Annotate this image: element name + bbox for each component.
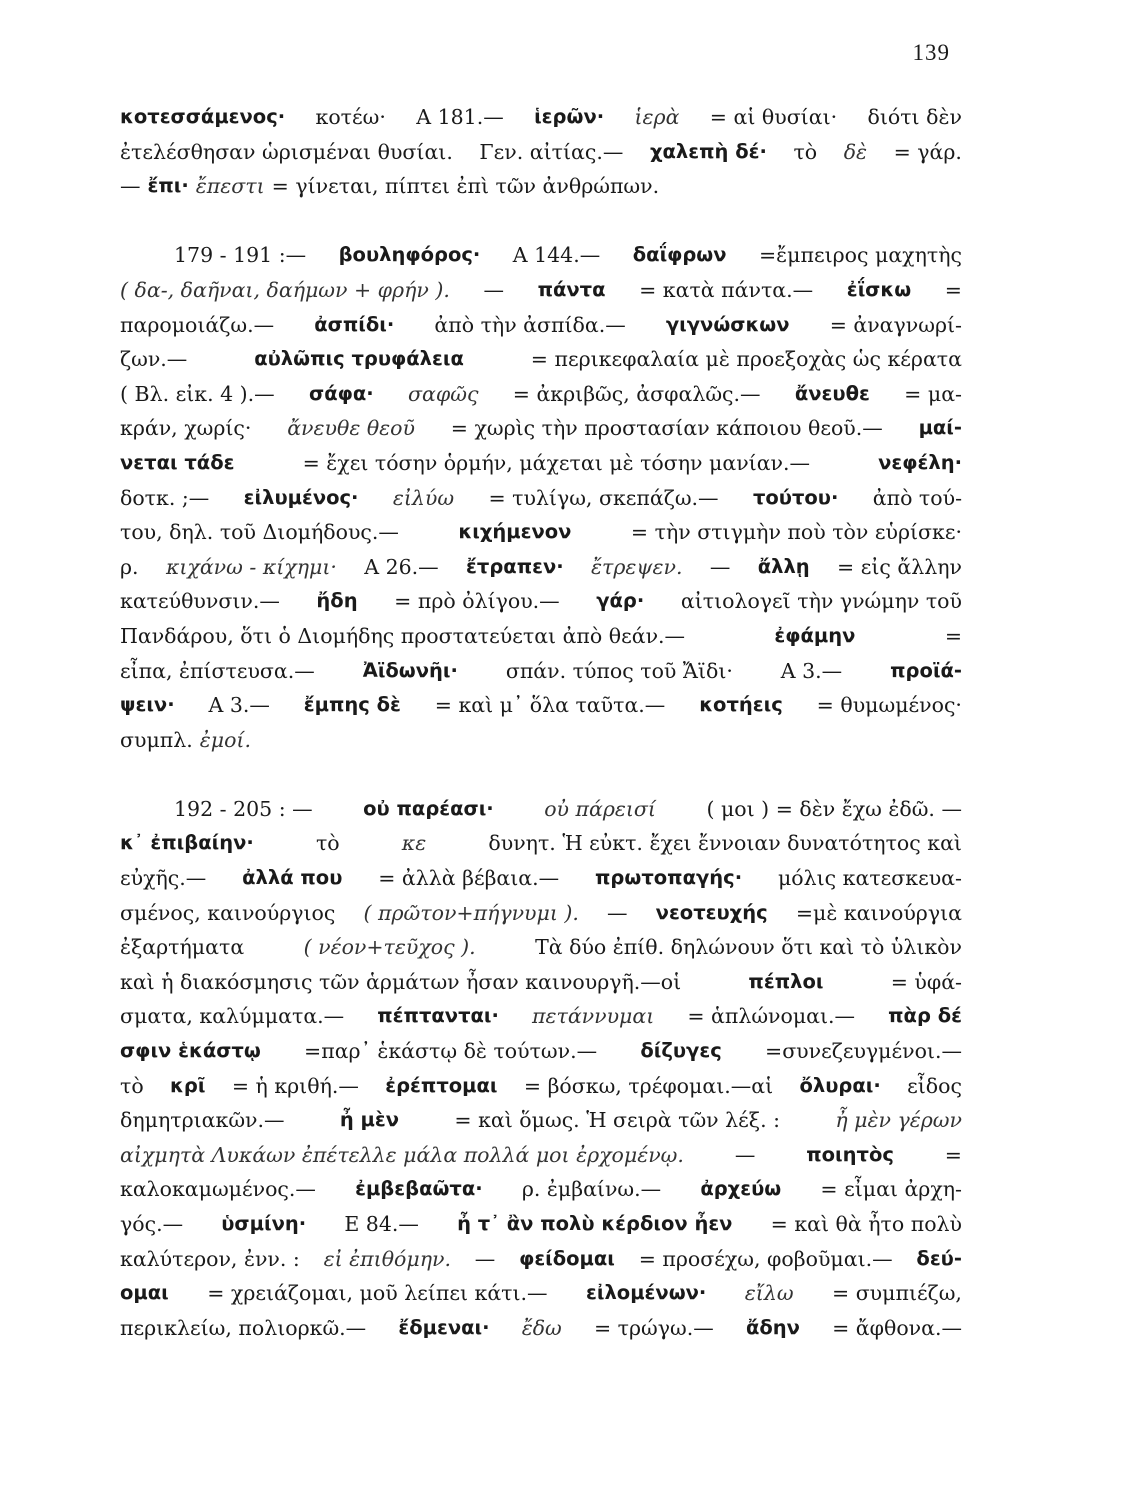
lemma: φείδομαι	[519, 1246, 615, 1270]
lemma: ἱερῶν·	[534, 105, 605, 128]
gloss: = ἔχει τόσην ὁρμήν, μάχεται μὲ τόσην μανίαν.—	[302, 450, 811, 475]
gloss: παρομοιάζω.—	[120, 312, 275, 337]
gloss: = μα-	[904, 381, 962, 406]
text-line	[120, 930, 962, 965]
paragraph-gap	[120, 757, 962, 792]
text-line	[120, 273, 962, 308]
gloss: = βόσκω, τρέφομαι.—αἱ	[523, 1073, 774, 1098]
page-number: 139	[912, 40, 950, 65]
gloss: ἀπὸ τού-	[872, 485, 962, 510]
text-line	[120, 896, 962, 931]
lemma: πέπλοι	[748, 969, 824, 993]
gloss: = εἰς ἄλλην	[837, 554, 962, 579]
gloss: = ἄφθονα.—	[832, 1315, 962, 1340]
text-line	[120, 550, 962, 585]
gloss: =	[944, 1142, 962, 1167]
gloss: Α 181.—	[416, 105, 504, 129]
gloss: κοτέω·	[315, 105, 386, 129]
citation: ἱερὰ	[634, 105, 680, 129]
gloss: Τὰ δύο ἐπίθ. δηλώνουν ὅτι καὶ τὸ ὑλικὸν	[535, 935, 962, 960]
gloss: ἀπὸ τὴν ἀσπίδα.—	[434, 312, 626, 337]
gloss: = θυμωμένος·	[816, 693, 962, 718]
text-line	[120, 861, 962, 896]
lemma: κιχήμενον	[458, 520, 572, 544]
text-line	[120, 1034, 962, 1069]
text-line	[120, 308, 962, 343]
citation: κε	[401, 831, 427, 856]
gloss: εἶπα, ἐπίστευσα.—	[120, 658, 315, 683]
gloss: =συνεζευγμένοι.—	[765, 1039, 962, 1064]
text-line	[120, 342, 962, 377]
gloss: ἐξαρτήματα	[120, 935, 245, 960]
gloss: = γίνεται, πίπτει ἐπὶ τῶν ἀνθρώπων.	[271, 174, 660, 199]
gloss: 192 - 205 : —	[174, 796, 313, 821]
lemma: αὐλῶπις τρυφάλεια	[254, 347, 464, 371]
gloss: 179 - 191 :—	[174, 243, 307, 268]
paragraph-gap	[120, 204, 962, 239]
lemma: ὑσμίνη·	[221, 1212, 307, 1235]
gloss: εἶδος	[907, 1073, 962, 1098]
gloss: —	[474, 1246, 496, 1271]
citation: αἰχμητὰ Λυκάων ἐπέτελλε μάλα πολλά μοι ἐρχομένῳ.	[120, 1142, 684, 1167]
gloss: ( μοι ) = δὲν ἔχω ἐδῶ. —	[706, 796, 962, 821]
gloss: περικλείω, πολιορκῶ.—	[120, 1315, 367, 1340]
gloss: δημητριακῶν.—	[120, 1108, 285, 1133]
citation: ἔδω	[521, 1315, 562, 1340]
lemma: νεφέλη·	[878, 450, 962, 474]
gloss: —	[607, 900, 628, 925]
gloss: = εἶμαι ἀρχη-	[820, 1177, 962, 1202]
lemma: κοτήεις	[699, 693, 783, 717]
gloss: διότι δὲν	[867, 105, 962, 129]
gloss: ἐτελέσθησαν ὡρισμέναι θυσίαι.	[120, 139, 453, 164]
citation: ἄνευθε θεοῦ	[287, 416, 415, 441]
gloss: σμένος, καινούργιος	[120, 900, 336, 925]
gloss: =μὲ καινούργια	[795, 900, 962, 925]
lemma: κοτεσσάμενος·	[120, 105, 286, 128]
text-line	[120, 100, 962, 135]
text-line	[120, 826, 962, 861]
gloss: καλύτερον, ἐνν. :	[120, 1246, 300, 1271]
text-line	[120, 481, 962, 516]
lemma: εἰλομένων·	[586, 1281, 707, 1305]
gloss: = κατὰ πάντα.—	[639, 277, 814, 302]
gloss: = τὴν στιγμὴν ποὺ τὸν εὑρίσκε·	[630, 520, 962, 545]
gloss: σματα, καλύμματα.—	[120, 1004, 345, 1029]
citation: ἔπεστι	[195, 174, 265, 199]
gloss: =	[944, 623, 962, 648]
lemma: πέπτανται·	[377, 1004, 499, 1028]
citation: εἴλω	[744, 1281, 794, 1306]
gloss: = συμπιέζω,	[832, 1281, 962, 1306]
lemma: ἄλλῃ	[757, 554, 810, 578]
gloss: = τυλίγω, σκεπάζω.—	[488, 485, 719, 510]
gloss: Γεν. αἰτίας.—	[479, 139, 624, 164]
gloss: —	[709, 554, 731, 579]
gloss: τὸ	[315, 831, 340, 856]
citation: ( πρῶτον+πήγνυμι ).	[363, 900, 579, 925]
gloss: γός.—	[120, 1212, 184, 1236]
citation: ( δα-, δαῆναι, δαήμων + φρήν ).	[120, 277, 450, 302]
lemma: ἔτραπεν·	[466, 554, 564, 578]
gloss: αἰτιολογεῖ τὴν γνώμην τοῦ	[680, 589, 962, 614]
gloss: καὶ ἡ διακόσμησις τῶν ἁρμάτων ἦσαν καινουργῆ.—οἱ	[120, 969, 682, 994]
gloss: του, δηλ. τοῦ Διομήδους.—	[120, 520, 399, 545]
gloss: δοτκ. ;—	[120, 485, 210, 510]
citation: σαφῶς	[408, 381, 479, 406]
lemma: χαλεπὴ δέ·	[649, 139, 767, 163]
citation: ἔτρεψεν.	[591, 554, 683, 579]
text-line	[120, 654, 962, 689]
citation: ἐμοί.	[199, 727, 251, 752]
lemma: Ἀϊδωνῆι·	[362, 658, 458, 682]
gloss: = πρὸ ὀλίγου.—	[394, 589, 560, 614]
gloss: = καὶ ὅμως. Ἡ σειρὰ τῶν λέξ. :	[454, 1108, 781, 1133]
gloss: —	[483, 277, 504, 302]
text-line	[120, 1207, 962, 1242]
citation: ( νέον+τεῦχος ).	[303, 935, 476, 960]
gloss: = καὶ μ᾿ ὅλα ταῦτα.—	[434, 693, 666, 718]
gloss: ζων.—	[120, 347, 188, 372]
citation: εἰ ἐπιθόμην.	[323, 1246, 451, 1271]
lemma: πρωτοπαγής·	[595, 866, 743, 890]
lemma: κρῖ	[170, 1073, 206, 1097]
gloss: = χρειάζομαι, μοῦ λείπει κάτι.—	[207, 1281, 548, 1306]
gloss: μόλις κατεσκευα-	[777, 866, 962, 891]
lemma: ομαι	[120, 1281, 169, 1305]
gloss: = ἡ κριθή.—	[231, 1073, 359, 1098]
text-line	[120, 377, 962, 412]
gloss: δυνητ. Ἡ εὐκτ. ἔχει ἔννοιαν δυνατότητος καὶ	[488, 831, 962, 856]
gloss: ρ. ἐμβαίνω.—	[521, 1177, 662, 1202]
text-line	[120, 238, 962, 273]
lemma: ἀλλά που	[242, 866, 343, 890]
gloss: —	[120, 174, 141, 199]
lemma: τούτου·	[752, 485, 839, 509]
commentary-text	[120, 100, 962, 1345]
lemma: γάρ·	[596, 589, 645, 613]
lemma: προϊά-	[890, 658, 962, 682]
gloss: = αἱ θυσίαι·	[709, 105, 838, 129]
gloss: Πανδάρου, ὅτι ὁ Διομήδης προστατεύεται ἀπὸ θεάν.—	[120, 623, 686, 648]
gloss: = ἀλλὰ βέβαια.—	[378, 866, 560, 891]
gloss: = ὑφά-	[890, 969, 962, 994]
text-line	[120, 792, 962, 827]
gloss: —	[734, 1142, 756, 1167]
lemma: ὄλυραι·	[799, 1073, 881, 1097]
gloss: καλοκαμωμένος.—	[120, 1177, 316, 1202]
text-line	[120, 1172, 962, 1207]
text-line	[120, 1311, 962, 1346]
text-line	[120, 619, 962, 654]
lemma: ἐΐσκω	[846, 277, 912, 301]
gloss: Α 3.—	[208, 693, 270, 718]
gloss: κατεύθυνσιν.—	[120, 589, 280, 614]
text-line	[120, 411, 962, 446]
text-line	[120, 1276, 962, 1311]
gloss: ( Βλ. εἰκ. 4 ).—	[120, 381, 275, 406]
lemma: ἐφάμην	[774, 623, 856, 647]
text-line	[120, 515, 962, 550]
gloss: = καὶ θὰ ἦτο πολὺ	[770, 1212, 962, 1236]
gloss: = γάρ.	[893, 139, 962, 164]
citation: εἰλύω	[392, 485, 455, 510]
text-line	[120, 688, 962, 723]
gloss: = τρώγω.—	[593, 1315, 714, 1340]
lemma: ἀσπίδι·	[314, 312, 395, 336]
gloss: Α 26.—	[364, 554, 439, 579]
gloss: ρ.	[120, 554, 139, 579]
lemma: δίζυγες	[640, 1039, 722, 1063]
gloss: σπάν. τύπος τοῦ Ἄϊδι·	[505, 658, 733, 683]
lemma: ἀρχεύω	[700, 1177, 782, 1201]
gloss: = ἀκριβῶς, ἀσφαλῶς.—	[512, 381, 761, 406]
gloss: =ἔμπειρος μαχητὴς	[758, 243, 962, 268]
gloss: κράν, χωρίς·	[120, 416, 252, 441]
lemma: δεύ-	[916, 1246, 962, 1270]
text-line	[120, 965, 962, 1000]
gloss: εὐχῆς.—	[120, 866, 207, 891]
lemma: κ᾿ ἐπιβαίην·	[120, 831, 254, 855]
gloss: συμπλ.	[120, 727, 193, 752]
text-line	[120, 135, 962, 170]
lemma: μαί-	[918, 416, 962, 440]
gloss: = προσέχω, φοβοῦμαι.—	[638, 1246, 893, 1271]
citation: κιχάνω - κίχημι·	[165, 554, 337, 579]
lemma: ποιητὸς	[806, 1142, 894, 1166]
lemma: ψειν·	[120, 693, 175, 717]
gloss: Α 144.—	[512, 243, 601, 268]
lemma: βουληφόρος·	[338, 243, 481, 267]
gloss: =	[944, 277, 962, 302]
lemma: ἔμπης δὲ	[303, 693, 401, 717]
citation: πετάννυμαι	[532, 1004, 655, 1029]
text-line	[120, 723, 962, 758]
lemma: πὰρ δέ	[888, 1004, 962, 1028]
gloss: τὸ	[793, 139, 818, 164]
text-line	[120, 169, 962, 204]
gloss: = περικεφαλαία μὲ προεξοχὰς ὡς κέρατα	[530, 347, 962, 372]
lemma: ἦ μὲν	[339, 1108, 400, 1132]
lemma: γιγνώσκων	[665, 312, 790, 336]
lemma: οὐ παρέασι·	[363, 796, 494, 820]
lemma: δαΐφρων	[632, 243, 727, 267]
text-line	[120, 584, 962, 619]
text-line	[120, 446, 962, 481]
citation: δὲ	[843, 139, 868, 164]
lemma: εἰλυμένος·	[243, 485, 359, 509]
lemma: ἔπι·	[147, 174, 189, 198]
lemma: ἦ τ᾿ ἂν πολὺ κέρδιον ἦεν	[457, 1212, 733, 1235]
gloss: = χωρὶς τὴν προστασίαν κάποιου θεοῦ.—	[450, 416, 883, 441]
lemma: ἐρέπτομαι	[385, 1073, 498, 1097]
gloss: τὸ	[120, 1073, 144, 1098]
lemma: ἄδην	[745, 1315, 800, 1339]
lemma: πάντα	[537, 277, 606, 301]
gloss: Α 3.—	[780, 658, 843, 683]
gloss: = ἁπλώνομαι.—	[687, 1004, 856, 1029]
text-line	[120, 1138, 962, 1173]
text-line	[120, 999, 962, 1034]
gloss: = ἀναγνωρί-	[829, 312, 962, 337]
lemma: ἄνευθε	[794, 381, 870, 405]
citation: οὐ πάρεισί	[544, 796, 656, 821]
lemma: νεοτευχής	[655, 900, 768, 924]
lemma: ἤδη	[316, 589, 358, 613]
citation: ἦ μὲν γέρων	[835, 1108, 962, 1133]
lemma: σάφα·	[309, 381, 374, 405]
lemma: ἔδμεναι·	[398, 1315, 490, 1339]
lemma: σφιν ἑκάστῳ	[120, 1039, 261, 1063]
lemma: νεται τάδε	[120, 450, 235, 474]
text-line	[120, 1242, 962, 1277]
text-line	[120, 1103, 962, 1138]
gloss: Ε 84.—	[344, 1212, 419, 1236]
lemma: ἐμβεβαῶτα·	[355, 1177, 483, 1201]
text-line	[120, 1069, 962, 1104]
gloss: =παρ᾿ ἑκάστῳ δὲ τούτων.—	[304, 1039, 598, 1064]
